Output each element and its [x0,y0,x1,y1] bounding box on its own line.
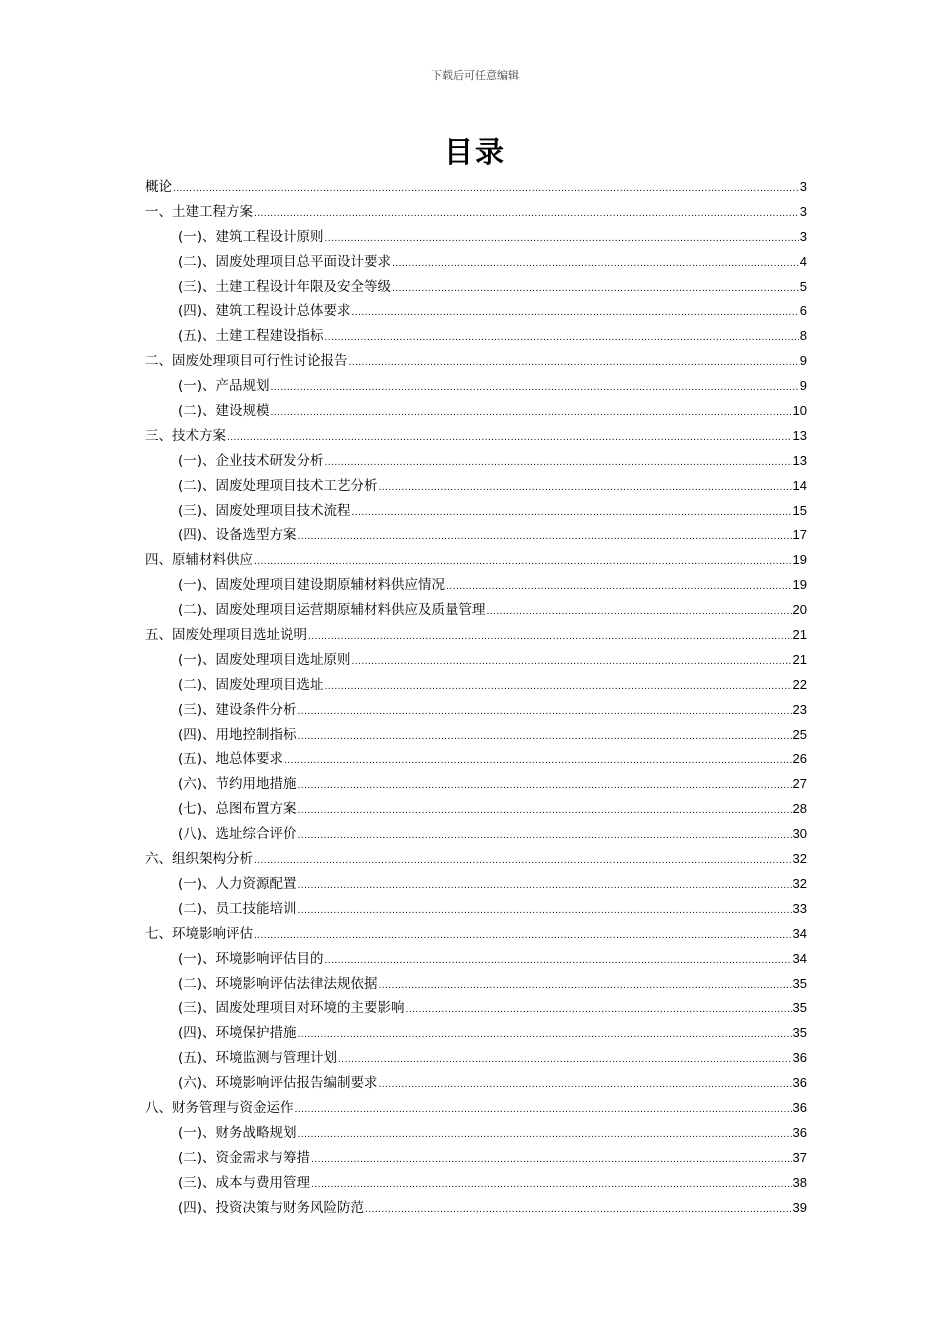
toc-page-number: 21 [792,627,807,643]
toc-section-entry[interactable] [145,947,807,972]
toc-page-number: 19 [792,577,807,593]
toc-section-entry[interactable] [145,996,807,1021]
toc-page-number: 38 [792,1174,807,1190]
toc-page-number: 39 [792,1199,807,1215]
toc-page-number: 35 [792,975,807,991]
toc-page-number: 14 [792,477,807,493]
toc-page-number: 19 [792,552,807,568]
toc-page-number: 30 [792,826,807,842]
toc-dot-leader [298,700,792,725]
toc-entry-label: 四、原辅材料供应 [145,552,253,569]
page-title: 目录 [443,135,506,169]
toc-dot-leader [308,625,792,650]
toc-section-entry[interactable] [145,822,807,847]
toc-page-number: 23 [792,701,807,717]
toc-dot-leader [295,1098,792,1123]
toc-section-entry[interactable] [145,299,807,324]
toc-page-number: 15 [792,502,807,518]
toc-section-entry[interactable] [145,797,807,822]
toc-section-entry[interactable] [145,1121,807,1146]
toc-page-number: 8 [799,328,807,344]
toc-entry-label: (四)、投资决策与财务风险防范 [178,1199,365,1216]
toc-dot-leader [325,451,792,476]
toc-entry-label: (二)、固废处理项目运营期原辅材料供应及质量管理 [178,602,486,619]
toc-section-entry[interactable] [145,598,807,623]
toc-dot-leader [173,177,799,202]
toc-entry-label: (二)、固废处理项目选址 [178,676,324,693]
toc-entry-label: (三)、固废处理项目技术流程 [178,502,351,519]
toc-dot-leader [352,650,792,675]
toc-entry-label: (三)、固废处理项目对环境的主要影响 [178,1000,405,1017]
toc-dot-leader [298,824,792,849]
toc-entry-label: (三)、建设条件分析 [178,701,297,718]
toc-entry-label: (七)、总图布置方案 [178,801,297,818]
toc-entry-label: (四)、用地控制指标 [178,726,297,743]
toc-chapter-entry[interactable] [145,424,807,449]
toc-chapter-entry[interactable] [145,922,807,947]
toc-entry-label: (五)、土建工程建设指标 [178,328,324,345]
toc-page-number: 5 [799,278,807,294]
toc-dot-leader [446,575,791,600]
toc-dot-leader [325,675,792,700]
toc-dot-leader [379,974,792,999]
toc-dot-leader [254,849,792,874]
toc-entry-label: (五)、地总体要求 [178,751,284,768]
toc-dot-leader [254,550,792,575]
toc-entry-label: (三)、成本与费用管理 [178,1174,311,1191]
toc-entry-label: (八)、选址综合评价 [178,826,297,843]
toc-entry-label: (一)、产品规划 [178,378,270,395]
toc-page-number: 10 [792,403,807,419]
toc-dot-leader [352,501,792,526]
toc-dot-leader [349,351,799,376]
toc-section-entry[interactable] [145,1146,807,1171]
toc-page-number: 25 [792,726,807,742]
toc-section-entry[interactable] [145,1021,807,1046]
toc-section-entry[interactable] [145,399,807,424]
toc-section-entry[interactable] [145,673,807,698]
toc-entry-label: (四)、建筑工程设计总体要求 [178,303,351,320]
page-header: 下载后可任意编辑 [431,69,519,82]
toc-dot-leader [254,924,792,949]
toc-page-number: 28 [792,801,807,817]
toc-dot-leader [392,277,799,302]
toc-page-number: 22 [792,676,807,692]
toc-dot-leader [406,998,792,1023]
toc-entry-label: (二)、固废处理项目技术工艺分析 [178,477,378,494]
toc-dot-leader [298,874,792,899]
toc-page-number: 34 [792,950,807,966]
toc-chapter-entry[interactable] [145,200,807,225]
toc-dot-leader [311,1173,791,1198]
toc-page-number: 35 [792,1025,807,1041]
toc-dot-leader [298,525,792,550]
toc-page-number: 35 [792,1000,807,1016]
toc-section-entry[interactable] [145,648,807,673]
toc-section-entry[interactable] [145,1046,807,1071]
toc-page-number: 6 [799,303,807,319]
toc-dot-leader [379,476,792,501]
toc-entry-label: 七、环境影响评估 [145,925,253,942]
toc-chapter-entry[interactable] [145,847,807,872]
toc-page-number: 4 [799,253,807,269]
toc-dot-leader [298,799,792,824]
toc-chapter-entry[interactable] [145,349,807,374]
toc-dot-leader [227,426,792,451]
toc-dot-leader [254,202,799,227]
toc-page-number: 32 [792,851,807,867]
toc-page-number: 3 [799,179,807,194]
toc-dot-leader [392,252,799,277]
toc-page-number: 20 [792,602,807,618]
toc-page-number: 27 [792,776,807,792]
toc-dot-leader [352,301,799,326]
toc-page-number: 36 [792,1124,807,1140]
toc-page-number: 17 [792,527,807,543]
toc-dot-leader [298,725,792,750]
toc-page-number: 9 [799,353,807,369]
toc-entry-label: (四)、环境保护措施 [178,1025,297,1042]
toc-section-entry[interactable] [145,772,807,797]
toc-page-number: 13 [792,427,807,443]
toc-entry-label: (六)、节约用地措施 [178,776,297,793]
toc-page-number: 33 [792,900,807,916]
toc-dot-leader [298,774,792,799]
toc-dot-leader [325,227,799,252]
toc-section-entry[interactable] [145,723,807,748]
toc-dot-leader [298,1123,792,1148]
toc-section-entry[interactable] [145,374,807,399]
toc-entry-label: (一)、建筑工程设计原则 [178,228,324,245]
toc-entry-label: (二)、环境影响评估法律法规依据 [178,975,378,992]
toc-entry-label: (一)、企业技术研发分析 [178,452,324,469]
toc-entry-label: 八、财务管理与资金运作 [145,1099,294,1116]
toc-page-number: 9 [799,378,807,394]
toc-chapter-entry[interactable] [145,1096,807,1121]
toc-section-entry[interactable] [145,523,807,548]
toc-page-number: 3 [799,228,807,244]
toc-entry-label: (六)、环境影响评估报告编制要求 [178,1075,378,1092]
toc-section-entry[interactable] [145,1071,807,1096]
toc-dot-leader [271,376,799,401]
toc-page-number: 3 [799,203,807,219]
toc-entry-label: (三)、土建工程设计年限及安全等级 [178,278,392,295]
toc-dot-leader [325,326,799,351]
toc-section-entry[interactable] [145,872,807,897]
toc-section-entry[interactable] [145,324,807,349]
toc-page-number: 26 [792,751,807,767]
toc-page-number: 36 [792,1075,807,1091]
toc-section-entry[interactable] [145,897,807,922]
toc-section-entry[interactable] [145,1196,807,1221]
toc-page-number: 37 [792,1149,807,1165]
toc-entry-label: (一)、固废处理项目建设期原辅材料供应情况 [178,577,446,594]
toc-dot-leader [284,749,791,774]
toc-entry-label: (一)、财务战略规划 [178,1124,297,1141]
toc-entry-label: 五、固废处理项目选址说明 [145,627,307,644]
toc-page-number: 36 [792,1099,807,1115]
toc-entry-label: 概论 [145,179,172,195]
toc-entry-label: (二)、员工技能培训 [178,900,297,917]
toc-entry-label: (二)、建设规模 [178,403,270,420]
toc-entry-label: 一、土建工程方案 [145,203,253,220]
toc-section-entry[interactable] [145,499,807,524]
toc-chapter-entry[interactable] [145,175,807,200]
toc-entry-label: (一)、环境影响评估目的 [178,950,324,967]
toc-section-entry[interactable] [145,698,807,723]
toc-entry-label: (一)、固废处理项目选址原则 [178,651,351,668]
toc-chapter-entry[interactable] [145,623,807,648]
toc-section-entry[interactable] [145,275,807,300]
toc-dot-leader [379,1073,792,1098]
toc-entry-label: 三、技术方案 [145,427,226,444]
toc-entry-label: (四)、设备选型方案 [178,527,297,544]
toc-page-number: 13 [792,452,807,468]
toc-dot-leader [271,401,792,426]
toc-section-entry[interactable] [145,449,807,474]
toc-entry-label: (二)、固废处理项目总平面设计要求 [178,253,392,270]
toc-entry-label: 二、固废处理项目可行性讨论报告 [145,353,348,370]
toc-entry-label: (五)、环境监测与管理计划 [178,1050,338,1067]
toc-entry-label: (二)、资金需求与筹措 [178,1149,311,1166]
toc-entry-label: 六、组织架构分析 [145,851,253,868]
toc-section-entry[interactable] [145,225,807,250]
toc-dot-leader [325,949,792,974]
toc-page-number: 34 [792,925,807,941]
table-of-contents [145,175,807,1220]
toc-section-entry[interactable] [145,250,807,275]
toc-section-entry[interactable] [145,474,807,499]
toc-entry-label: (一)、人力资源配置 [178,875,297,892]
toc-dot-leader [487,600,792,625]
toc-dot-leader [298,1023,792,1048]
toc-dot-leader [338,1048,791,1073]
toc-section-entry[interactable] [145,1171,807,1196]
toc-page-number: 36 [792,1050,807,1066]
toc-section-entry[interactable] [145,972,807,997]
toc-section-entry[interactable] [145,747,807,772]
toc-dot-leader [365,1198,791,1223]
toc-page-number: 32 [792,875,807,891]
toc-dot-leader [298,899,792,924]
toc-dot-leader [311,1148,791,1173]
toc-chapter-entry[interactable] [145,548,807,573]
toc-section-entry[interactable] [145,573,807,598]
toc-page-number: 21 [792,651,807,667]
